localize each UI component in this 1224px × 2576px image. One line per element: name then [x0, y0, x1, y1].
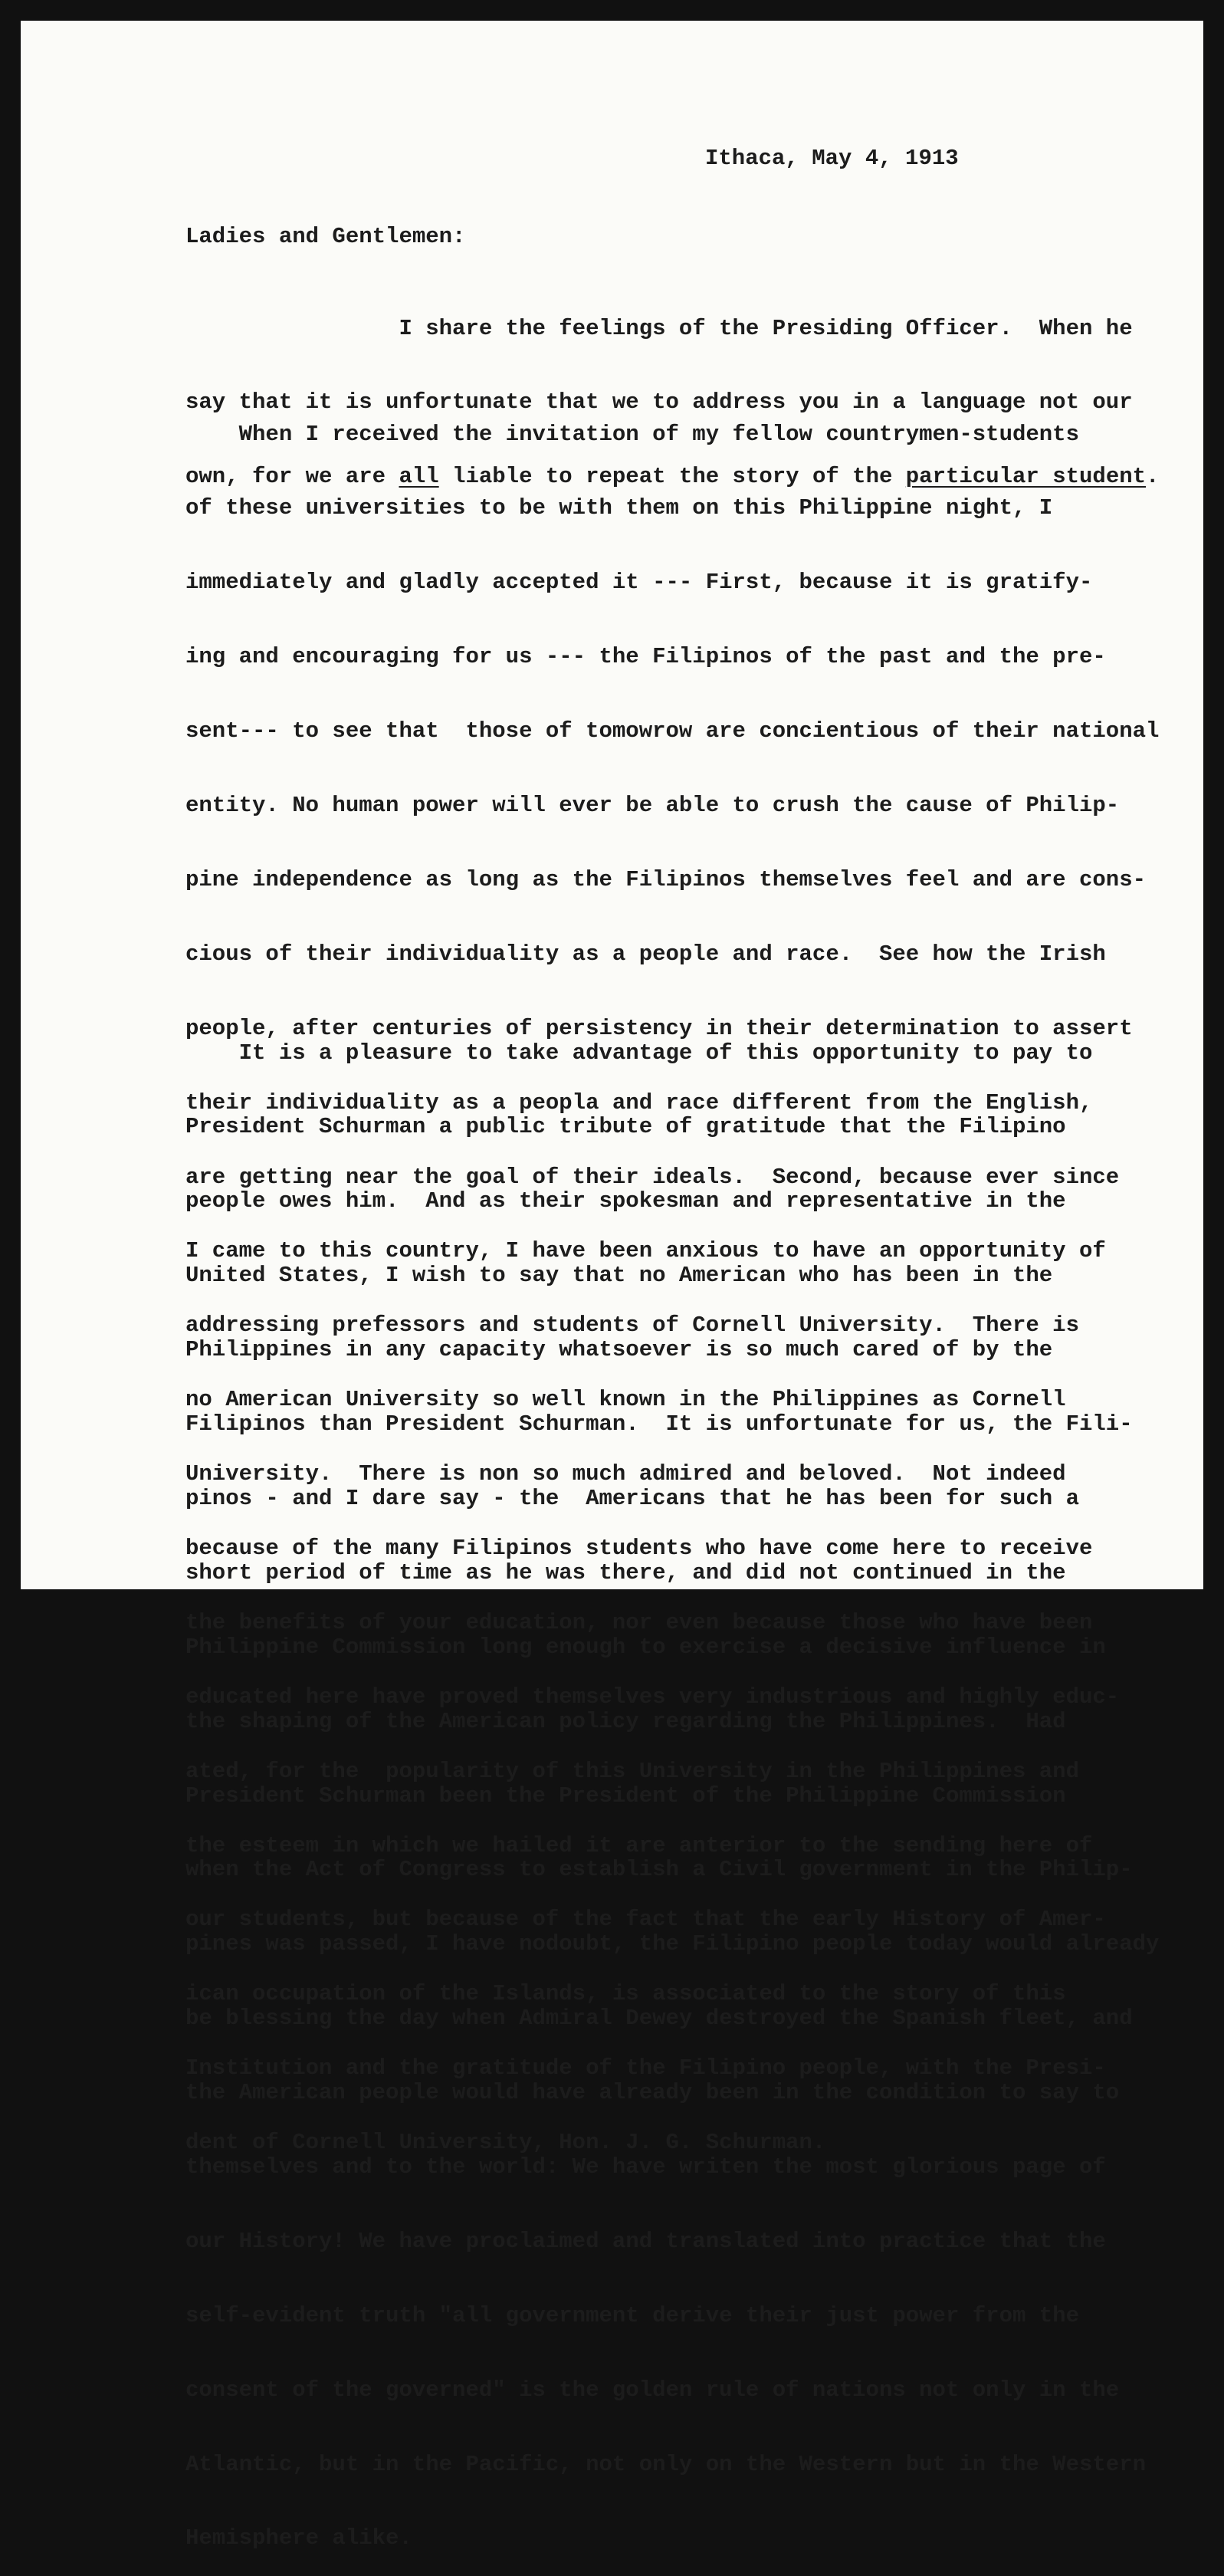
paragraph-2-line: the benefits of your education, nor even because those who have been: [185, 1609, 1093, 1635]
paragraph-1-line: say that it is unfortunate that we to address you in a language not our: [185, 389, 1133, 416]
paragraph-2-line: educated here have proved themselves very industrious and highly educ-: [185, 1684, 1120, 1710]
paragraph-3-line: President Schurman been the President of the Philippine Commission: [185, 1783, 1066, 1809]
text-run: .: [1146, 464, 1160, 490]
paragraph-2-line: ated, for the popularity of this University in the Philippines and: [185, 1758, 1079, 1784]
paragraph-3-line: Philippines in any capacity whatsoever is so much cared of by the: [185, 1337, 1053, 1363]
paragraph-3-line: Atlantic, but in the Pacific, not only on the Western but in the Western: [185, 2451, 1147, 2477]
paragraph-3-line: be blessing the day when Admiral Dewey destroyed the Spanish fleet, and: [185, 2006, 1133, 2032]
paragraph-3-line: themselves and to the world: We have writen the most glorious page of: [185, 2154, 1106, 2180]
paragraph-3: [185, 991, 1159, 2576]
underlined-all: all: [399, 464, 439, 490]
paragraph-2-line: University. There is non so much admired and beloved. Not indeed: [185, 1461, 1066, 1487]
paragraph-2-line: people, after centuries of persistency in their determination to assert: [185, 1015, 1133, 1041]
paragraph-2-line: their individuality as a peopla and race different from the English,: [185, 1089, 1093, 1116]
underlined-particular-student: particular student: [905, 464, 1147, 490]
paragraph-2-line: Institution and the gratitude of the Filipino people, with the Presi-: [185, 2055, 1106, 2082]
paragraph-2-line: I came to this country, I have been anxious to have an opportunity of: [185, 1238, 1106, 1264]
salutation: Ladies and Gentlemen:: [185, 224, 466, 249]
paragraph-3-line: the shaping of the American policy regarding the Philippines. Had: [185, 1708, 1066, 1734]
paragraph-2-line: sent--- to see that those of tomowrow are concientious of their national: [185, 718, 1160, 744]
paragraph-3-line: United States, I wish to say that no American who has been in the: [185, 1263, 1053, 1289]
paragraph-2-line: no American University so well known in the Philippines as Cornell: [185, 1387, 1066, 1413]
paragraph-3-line: pinos - and I dare say - the Americans that he has been for such a: [185, 1485, 1079, 1511]
paragraph-2-line: because of the many Filipinos students who have come here to receive: [185, 1535, 1093, 1561]
paragraph-2-line: pine independence as long as the Filipinos themselves feel and are cons-: [185, 866, 1147, 892]
paragraph-3-line: Philippine Commission long enough to exercise a decisive influence in: [185, 1634, 1106, 1660]
dateline: Ithaca, May 4, 1913: [705, 146, 959, 171]
paragraph-3-line: It is a pleasure to take advantage of this opportunity to pay to: [185, 1040, 1093, 1066]
paragraph-2-line: cious of their individuality as a people and race. See how the Irish: [185, 941, 1106, 967]
paragraph-2-line: addressing prefessors and students of Cornell University. There is: [185, 1313, 1079, 1339]
paragraph-3-line: when the Act of Congress to establish a Civil government in the Philip-: [185, 1857, 1133, 1883]
paragraph-2-line: immediately and gladly accepted it --- First, because it is gratify-: [185, 570, 1093, 596]
paragraph-2-line: entity. No human power will ever be able to crush the cause of Philip-: [185, 793, 1120, 819]
paragraph-2-line: the esteem in which we hailed it are anterior to the sending here of: [185, 1832, 1093, 1858]
text-run: own, for we are: [185, 464, 399, 490]
paragraph-3-line: consent of the governed" is the golden rule of nations not only in the: [185, 2377, 1120, 2403]
paragraph-3-line: Filipinos than President Schurman. It is unfortunate for us, the Fili-: [185, 1411, 1133, 1438]
paragraph-2-line: are getting near the goal of their ideals. Second, because ever since: [185, 1164, 1120, 1190]
paragraph-2-line: our students, but because of the fact that the early History of Amer-: [185, 1907, 1106, 1933]
paragraph-3-line: self-evident truth "all government derive their just power from the: [185, 2302, 1079, 2328]
text-run: liable to repeat the story of the: [438, 464, 906, 490]
paragraph-2-line: ing and encouraging for us --- the Filipinos of the past and the pre-: [185, 644, 1106, 670]
paragraph-3-line: Hemisphere alike.: [185, 2525, 412, 2551]
paragraph-3-line: pines was passed, I have nodoubt, the Filipino people today would already: [185, 1931, 1160, 1957]
paragraph-1-line: I share the feelings of the Presiding Officer. When he: [185, 315, 1133, 341]
paragraph-3-line: the American people would have already been in the condition to say to: [185, 2080, 1120, 2106]
paragraph-2-line: When I received the invitation of my fellow countrymen-students: [185, 421, 1079, 447]
paragraph-2-line: dent of Cornell University, Hon. J. G. Schurman.: [185, 2130, 826, 2156]
paragraph-2-line: of these universities to be with them on this Philippine night, I: [185, 495, 1053, 521]
paragraph-3-line: people owes him. And as their spokesman and representative in the: [185, 1188, 1066, 1214]
paragraph-3-line: our History! We have proclaimed and translated into practice that the: [185, 2228, 1106, 2254]
paragraph-3-line: short period of time as he was there, and did not continued in the: [185, 1559, 1066, 1585]
paragraph-2-line: ican occupation of the Islands, is associated to the story of this: [185, 1981, 1066, 2007]
paragraph-3-line: President Schurman a public tribute of gratitude that the Filipino: [185, 1114, 1066, 1140]
